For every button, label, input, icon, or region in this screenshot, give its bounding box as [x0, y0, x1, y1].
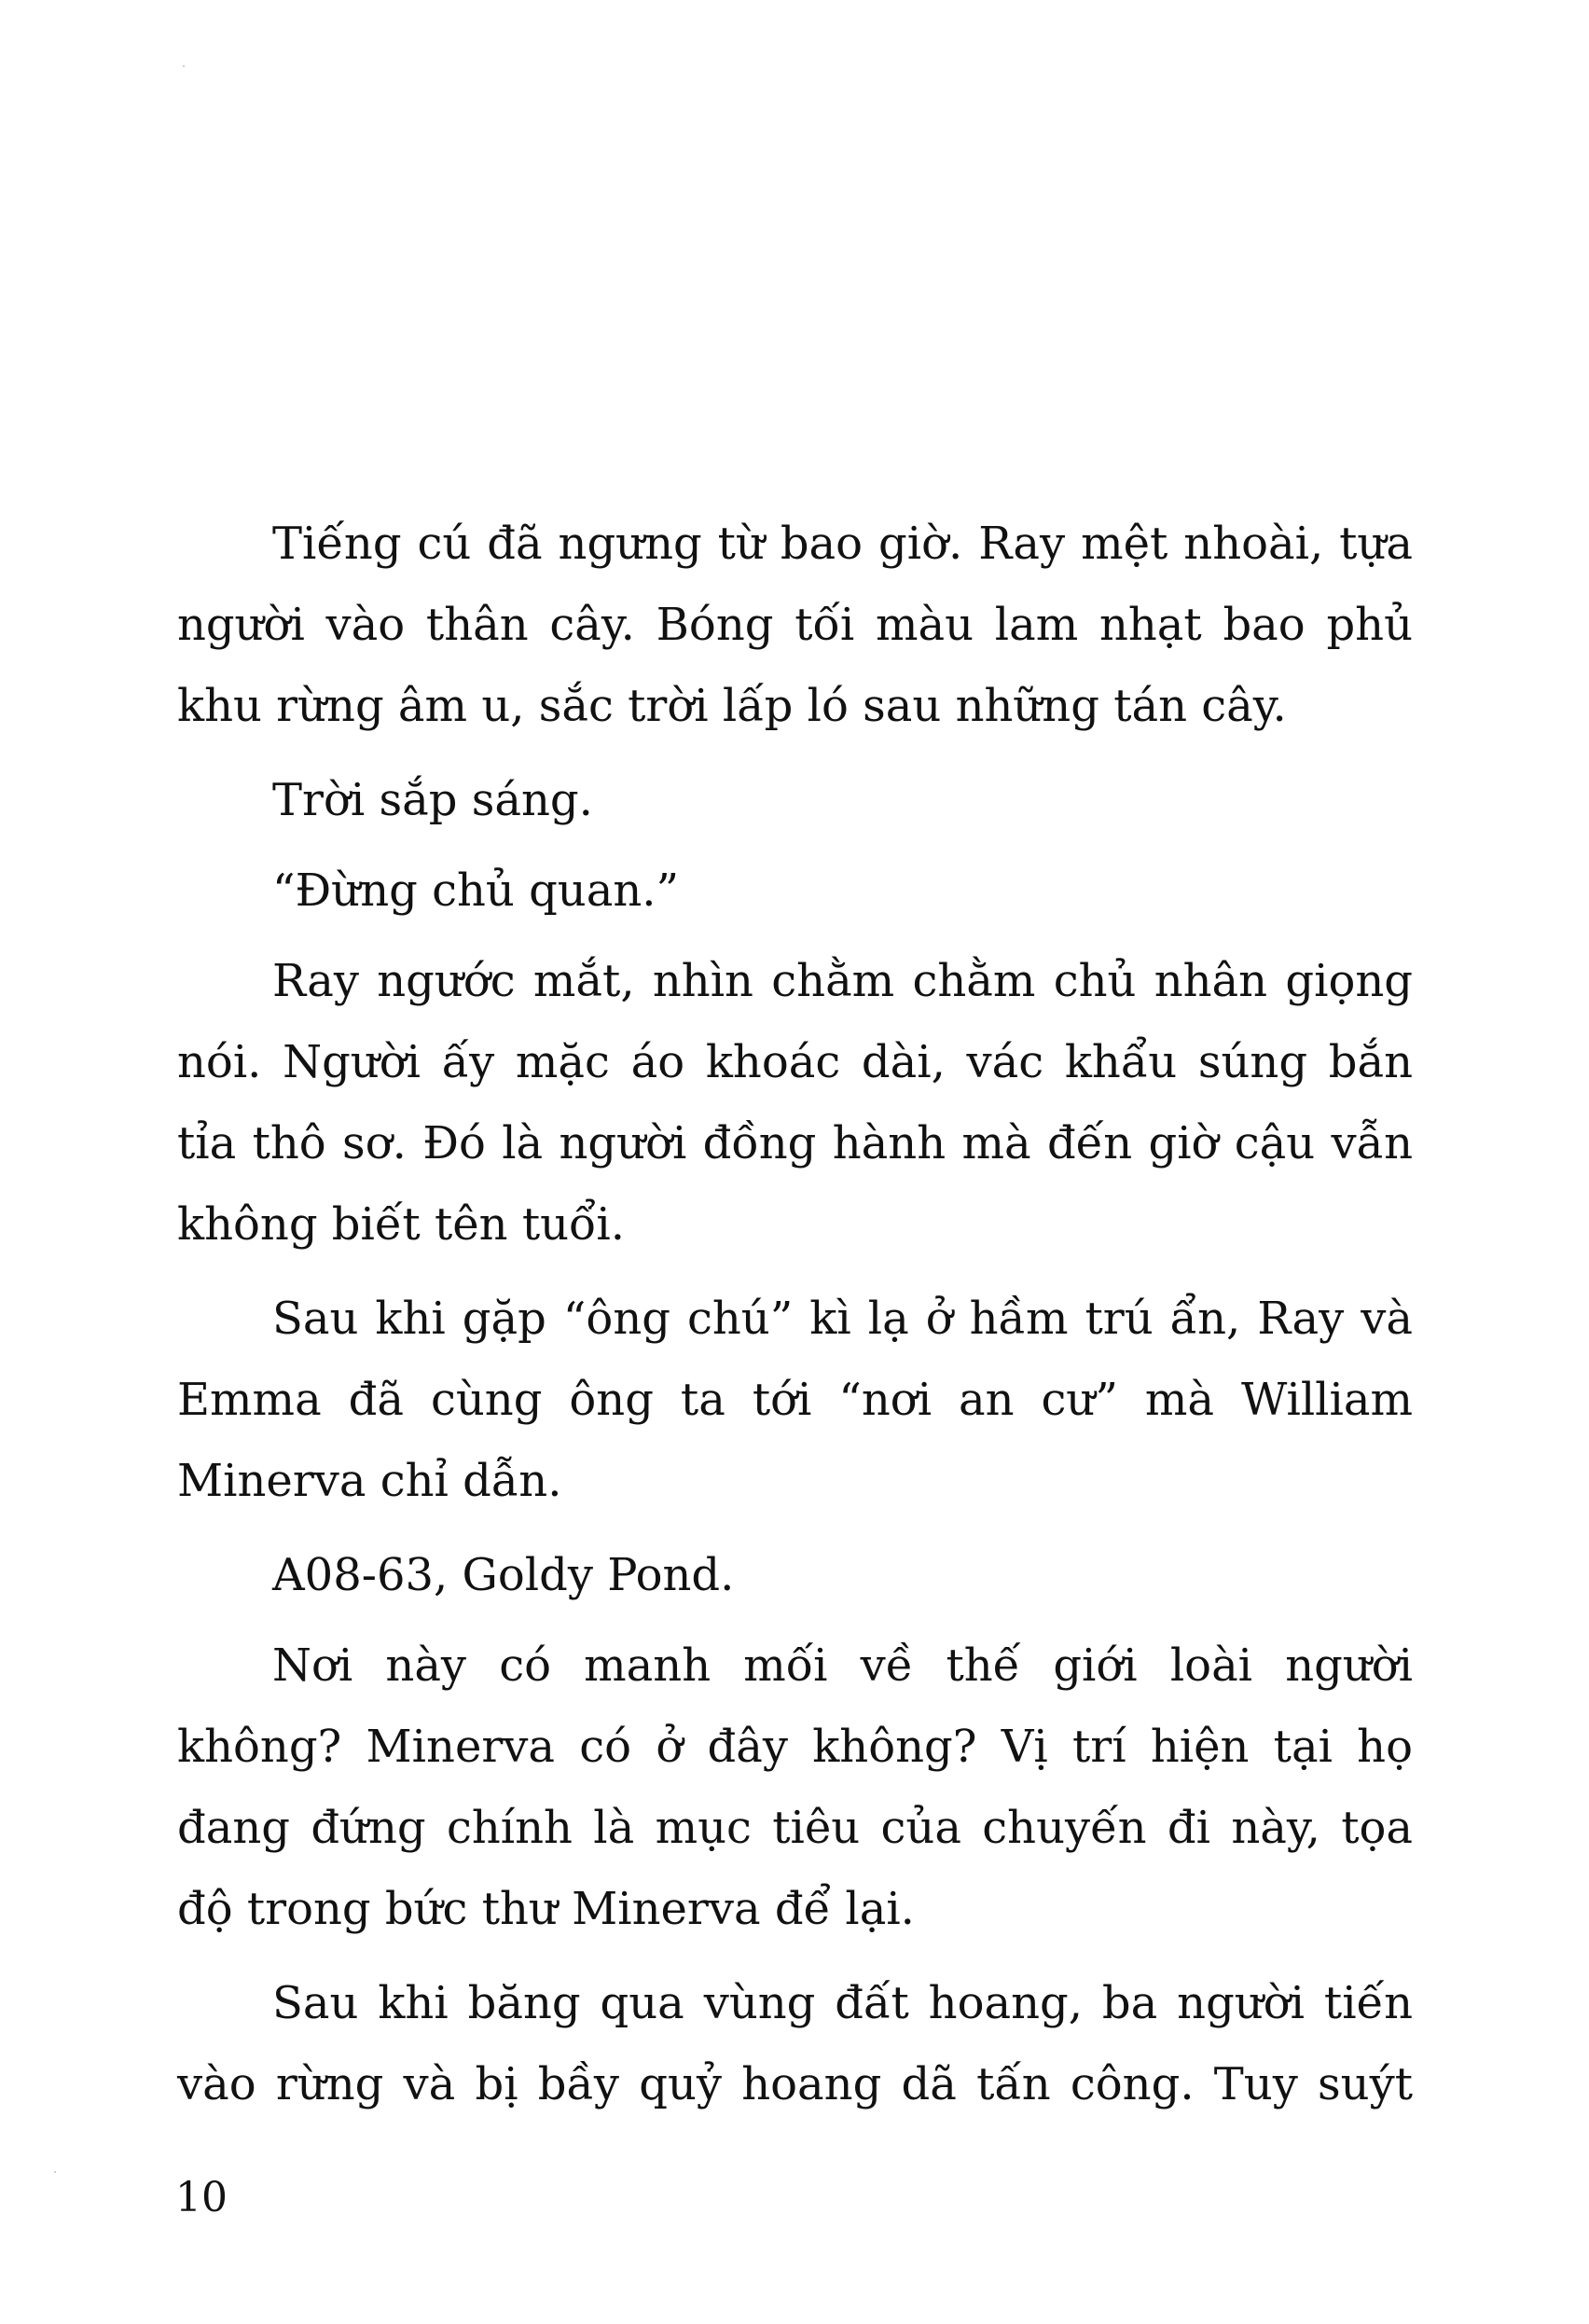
scan-speck [54, 2171, 56, 2173]
paragraph-7: Nơi này có manh mối về thế giới loài người không? Minerva có ở đây không? Vị trí hiện tại họ đang đứng chính là mục tiêu của chuyến đi này, tọa độ trong bức thư Minerva để lại. [177, 1639, 1413, 1935]
paragraph-5: Sau khi gặp “ông chú” kì lạ ở hầm trú ẩn, Ray và Emma đã cùng ông ta tới “nơi an cư” mà William Minerva chỉ dẫn. [177, 1293, 1413, 1507]
page-number: 10 [175, 2174, 228, 2221]
paragraph-8: Sau khi băng qua vùng đất hoang, ba người tiến vào rừng và bị bầy quỷ hoang dã tấn công. Tuy suýt [177, 1977, 1413, 2110]
body-text [177, 504, 1413, 2138]
paragraph-3: “Đừng chủ quan.” [272, 865, 680, 917]
scan-speck [183, 65, 185, 67]
paragraph-6: A08-63, Goldy Pond. [272, 1549, 735, 1601]
paragraph-4: Ray ngước mắt, nhìn chằm chằm chủ nhân giọng nói. Người ấy mặc áo khoác dài, vác khẩu súng bắn tỉa thô sơ. Đó là người đồng hành mà đến giờ cậu vẫn không biết tên tuổi. [177, 955, 1413, 1251]
paragraph-2: Trời sắp sáng. [272, 774, 593, 826]
paragraph-1: Tiếng cú đã ngưng từ bao giờ. Ray mệt nhoài, tựa người vào thân cây. Bóng tối màu lam nhạt bao phủ khu rừng âm u, sắc trời lấp ló sau những tán cây. [177, 518, 1413, 732]
